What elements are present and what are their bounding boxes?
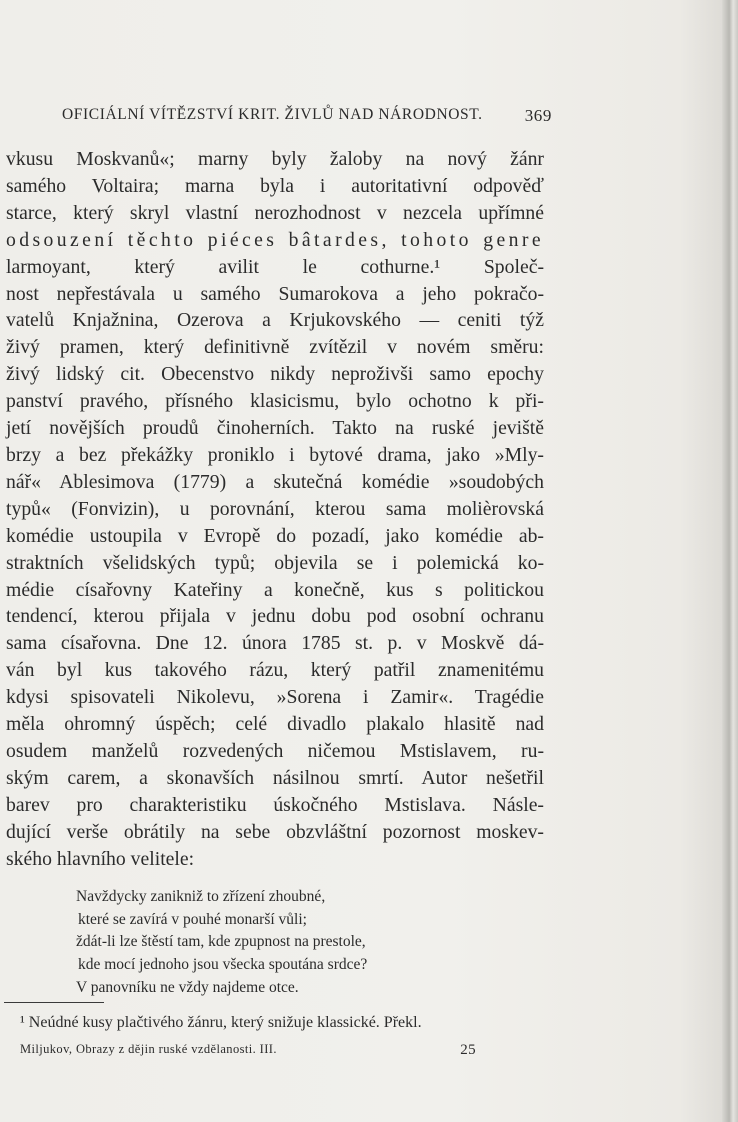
verse-quote: [76, 886, 516, 1000]
running-header: [62, 106, 552, 126]
text-line: tendencí, kterou přijala v jednu dobu pod osobní ochranu: [6, 605, 544, 628]
body-text: [6, 146, 544, 872]
verse-line: ždát-li lze štěstí tam, kde zpupnost na prestole,: [76, 933, 366, 951]
text-line: straktních všelidských typů; objevila se i polemická ko-: [6, 551, 544, 574]
verse-line: V panovníku ne vždy najdeme otce.: [76, 978, 299, 996]
text-line: ským carem, a skonavších násilnou smrtí. Autor nešetřil: [6, 766, 544, 789]
page-number: 369: [524, 106, 552, 125]
text-line: sama císařovna. Dne 12. února 1785 st. p. v Moskvě dá-: [6, 632, 544, 655]
text-line: larmoyant, který avilit le cothurne.¹ Společ-: [6, 255, 544, 278]
verse-line: které se zavírá v pouhé monarší vůli;: [78, 910, 307, 928]
text-line: brzy a bez překážky proniklo i bytové drama, jako »Mly-: [6, 443, 544, 466]
text-line: vkusu Moskvanů«; marny byly žaloby na nový žánr: [6, 148, 544, 170]
text-line: kdysi spisovateli Nikolevu, »Sorena i Zamir«. Tragédie: [6, 686, 544, 709]
text-line: odsouzení těchto piéces bâtardes, tohoto genre: [6, 228, 544, 251]
text-line: médie císařovny Kateřiny a konečně, kus s politickou: [6, 578, 544, 601]
text-line: živý pramen, který definitivně zvítězil v novém směru:: [6, 336, 544, 359]
verse-line: kde mocí jednoho jsou všecka spoutána srdce?: [78, 956, 368, 974]
signature-text: Miljukov, Obrazy z dějin ruské vzdělanosti. III.: [20, 1042, 277, 1056]
text-line: dující verše obrátily na sebe obzvláštní pozornost moskev-: [6, 820, 544, 843]
text-line: vatelů Knjažnina, Ozerova a Krjukovského — ceniti týž: [6, 309, 544, 332]
text-line: barev pro charakteristiku úskočného Mstislava. Násle-: [6, 793, 544, 816]
sheet-signature: [20, 1042, 476, 1059]
text-line: panství pravého, přísného klasicismu, bylo ochotno k při-: [6, 390, 544, 413]
sheet-number: 25: [460, 1042, 476, 1058]
text-line: samého Voltaira; marna byla i autoritativní odpověď: [6, 174, 544, 197]
text-line: jetí novějších proudů činoherních. Takto na ruské jeviště: [6, 417, 544, 440]
text-line: osudem manželů rozvedených ničemou Mstislavem, ru-: [6, 739, 544, 762]
footnote: ¹ Neúdné kusy plačtivého žánru, který snižuje klassické. Překl.: [20, 1014, 422, 1031]
verse-line: Navždycky zanikniž to zřízení zhoubné,: [76, 888, 326, 905]
text-line: typů« (Fonvizin), u porovnání, kterou sama molièrovská: [6, 497, 544, 520]
running-title: OFICIÁLNÍ VÍTĚZSTVÍ KRIT. ŽIVLŮ NAD NÁRODNOST.: [62, 106, 483, 123]
text-line: nář« Ablesimova (1779) a skutečná komédie »soudobých: [6, 470, 544, 493]
text-line: živý lidský cit. Obecenstvo nikdy neproživši samo epochy: [6, 363, 544, 386]
page-edge: [722, 0, 738, 1122]
text-line: nost nepřestávala u samého Sumarokova a jeho pokračo-: [6, 282, 544, 305]
text-line: ského hlavního velitele:: [6, 847, 195, 870]
text-line: starce, který skryl vlastní nerozhodnost v nezcela upřímné: [6, 201, 544, 224]
text-line: ván byl kus takového rázu, který patřil znamenitému: [6, 659, 544, 682]
text-line: komédie ustoupila v Evropě do pozadí, jako komédie ab-: [6, 524, 544, 547]
footnote-rule: [4, 1002, 104, 1003]
text-line: měla ohromný úspěch; celé divadlo plakalo hlasitě nad: [6, 713, 544, 736]
